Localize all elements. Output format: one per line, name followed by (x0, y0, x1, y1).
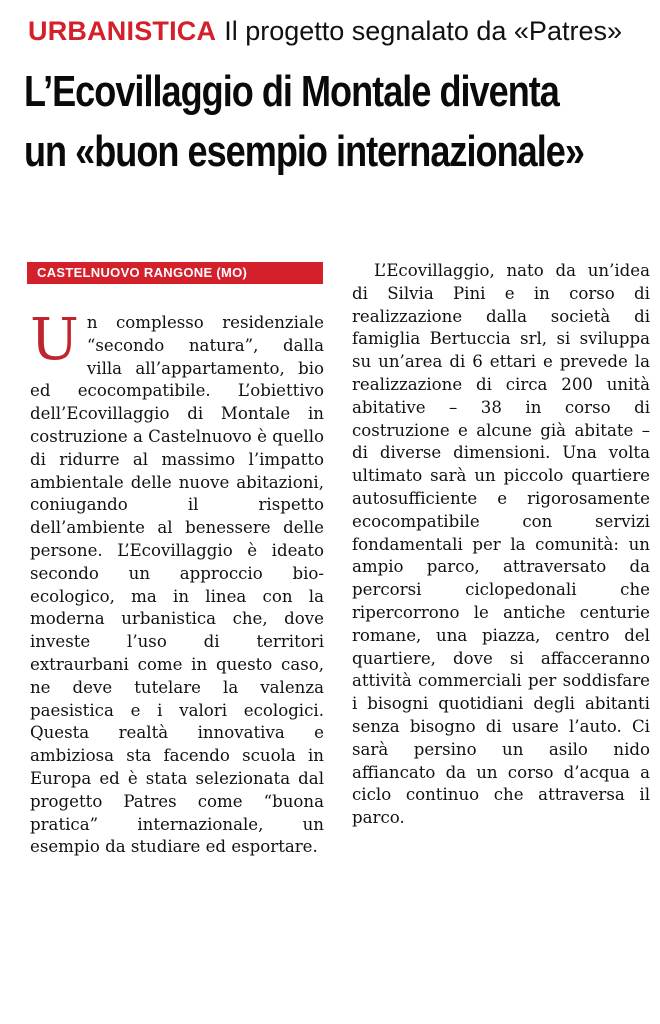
left-column-text: n complesso residenziale “secondo natura”, dalla villa all’appartamento, bio ed ecocompatibile. L’obiettivo dell’Ecovillaggio di Montale in costruzione a Castelnuovo è quello di ridurre al massimo l’impatto ambientale delle nuove abitazioni, coniugando il rispetto dell’ambiente al benessere delle persone. L’Ecovillaggio è ideato secondo un approccio bio-ecologico, ma in linea con la moderna urbanistica che, dove investe l’uso di territori extraurbani come in questo caso, ne deve tutelare la valenza paesistica e i valori ecologici. Questa realtà innovativa e ambiziosa sta facendo scuola in Europa ed è stata selezionata dal progetto Patres come “buona pratica” internazionale, un esempio da studiare ed esportare. (30, 313, 324, 857)
article-column-left (30, 305, 324, 859)
section-tag: URBANISTICA (28, 16, 217, 46)
article-paragraph-right: L’Ecovillaggio, nato da un’idea di Silvia Pini e in corso di realizzazione dalla società di famiglia Bertuccia srl, si sviluppa su un’area di 6 ettari e prevede la realizzazione di circa 200 unità abitative – 38 in corso di costruzione e alcune già abitate – di diverse dimensioni. Una volta ultimato sarà un piccolo quartiere autosufficiente e rigorosamente ecocompatibile con servizi fondamentali per la comunità: un ampio parco, attraversato da percorsi ciclopedonali che ripercorrono le antiche centurie romane, una piazza, centro del quartiere, dove si affacceranno attività commerciali per soddisfare i bisogni quotidiani degli abitanti senza bisogno di usare l’auto. Ci sarà persino un asilo nido affiancato da un corso d’acqua a ciclo continuo che attraversa il parco. (352, 261, 650, 828)
kicker-subtitle: Il progetto segnalato da «Patres» (224, 16, 622, 46)
article-headline (24, 62, 584, 182)
drop-cap: U (30, 305, 79, 373)
headline-line-1: L’Ecovillaggio di Montale diventa (24, 67, 559, 116)
article-column-right (352, 260, 650, 830)
article-paragraph-left (30, 305, 324, 859)
dateline-bar: CASTELNUOVO RANGONE (MO) (27, 262, 323, 284)
article-kicker (28, 14, 648, 48)
headline-line-2: un «buon esempio internazionale» (24, 127, 584, 176)
